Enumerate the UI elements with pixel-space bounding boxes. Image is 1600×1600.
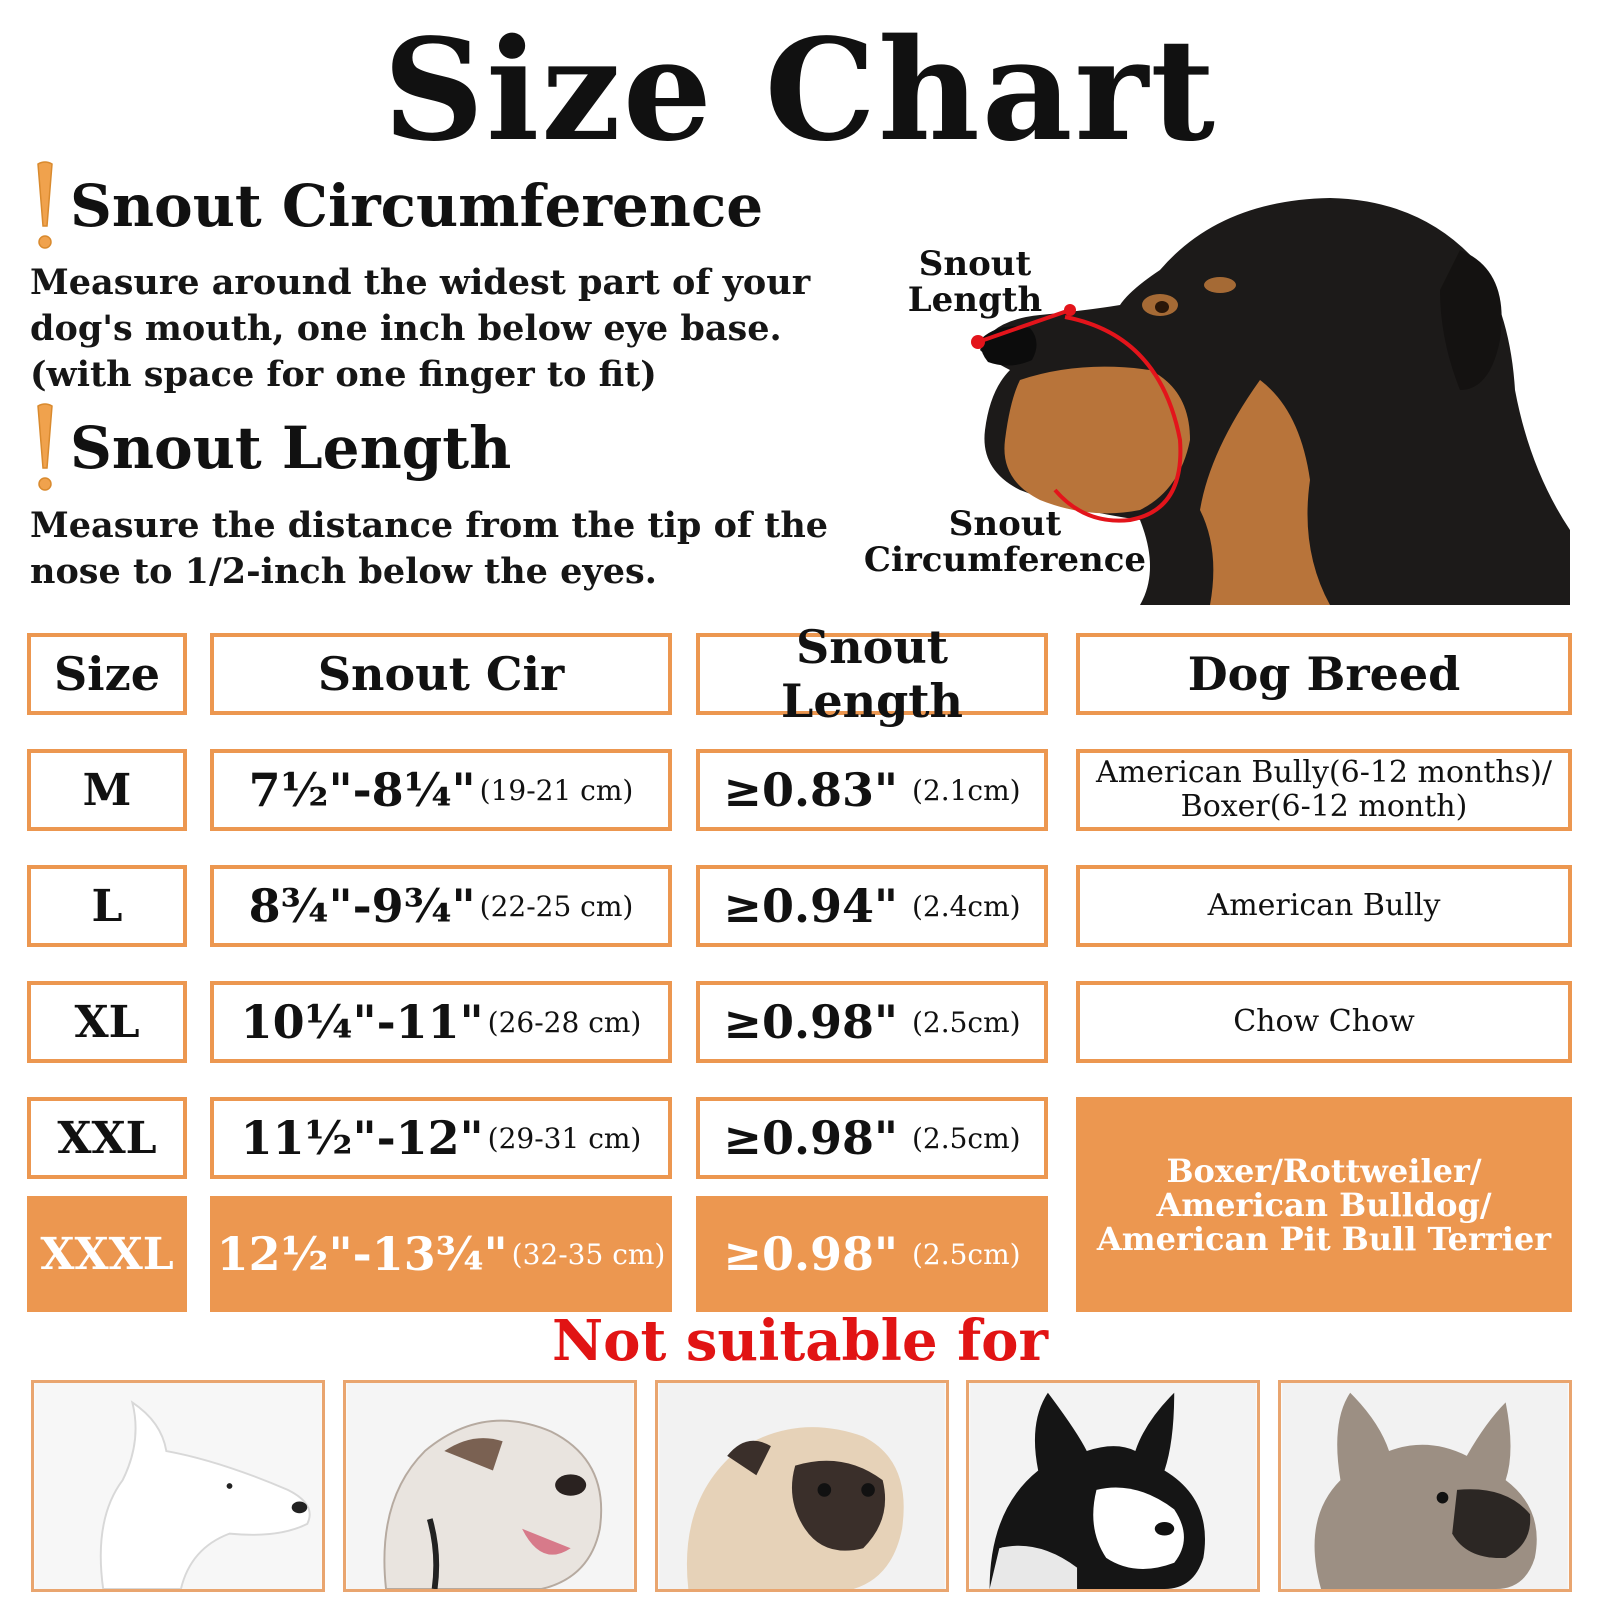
cir-cm: (22-25 cm): [479, 889, 634, 923]
size-cell-xl: XL: [27, 981, 187, 1063]
section-title: Snout Length: [70, 414, 512, 482]
english-bulldog-photo: [343, 1380, 637, 1592]
text-line: (with space for one finger to fit): [30, 354, 657, 395]
len-cm: (2.5cm): [911, 1237, 1021, 1271]
bull-terrier-image: [34, 1383, 322, 1589]
cir-inches: 11½"-12": [240, 1111, 484, 1165]
breed-line: American Bully(6-12 months)/: [1096, 755, 1552, 790]
section-description-length: [30, 503, 828, 595]
snout-length-cell-m: [696, 749, 1048, 831]
pug-image: [658, 1383, 946, 1589]
snout-length-cell-xxxl: [696, 1196, 1048, 1312]
breed-line: Boxer/Rottweiler/: [1166, 1151, 1482, 1190]
breed-cell-xl: Chow Chow: [1076, 981, 1572, 1063]
bull-terrier-photo: [31, 1380, 325, 1592]
boston-terrier-photo: [966, 1380, 1260, 1592]
cir-inches: 8¾"-9¾": [248, 879, 476, 933]
header-snout-cir: Snout Cir: [210, 633, 672, 715]
breed-cell-l: American Bully: [1076, 865, 1572, 947]
section-heading-length: [30, 402, 511, 494]
boston-terrier-image: [969, 1383, 1257, 1589]
label-line: Circumference: [863, 540, 1147, 580]
snout-length-cell-xl: [696, 981, 1048, 1063]
text-line: nose to 1/2-inch below the eyes.: [30, 551, 657, 592]
exclamation-icon: [30, 402, 60, 494]
snout-length-label: [895, 246, 1055, 318]
cir-inches: 7½"-8¼": [248, 763, 476, 817]
size-cell-xxxl: XXXL: [27, 1196, 187, 1312]
text-line: Measure around the widest part of your: [30, 262, 811, 303]
len-cm: (2.5cm): [911, 1121, 1021, 1155]
snout-cir-cell-xl: [210, 981, 672, 1063]
snout-cir-cell-xxl: [210, 1097, 672, 1179]
breed-line: American Bulldog/: [1156, 1185, 1492, 1224]
section-title: Snout Circumference: [70, 172, 764, 240]
french-bulldog-photo: [1278, 1380, 1572, 1592]
size-cell-m: M: [27, 749, 187, 831]
len-inches: ≥0.94": [723, 879, 898, 933]
header-size: Size: [27, 633, 187, 715]
len-inches: ≥0.98": [723, 1227, 898, 1281]
exclamation-icon: [30, 160, 60, 252]
cir-inches: 10¼"-11": [240, 995, 484, 1049]
text-line: Measure the distance from the tip of the: [30, 505, 829, 546]
label-line: Snout: [948, 504, 1062, 544]
breed-cell-m: [1076, 749, 1572, 831]
cir-cm: (32-35 cm): [511, 1237, 666, 1271]
cir-cm: (29-31 cm): [487, 1121, 642, 1155]
page-title: Size Chart: [383, 9, 1217, 173]
snout-circumference-label: [860, 506, 1150, 578]
len-inches: ≥0.98": [723, 1111, 898, 1165]
header-dog-breed: Dog Breed: [1076, 633, 1572, 715]
cir-cm: (19-21 cm): [479, 773, 634, 807]
cir-inches: 12½"-13¾": [216, 1227, 508, 1281]
section-heading-circumference: [30, 160, 763, 252]
cir-cm: (26-28 cm): [487, 1005, 642, 1039]
snout-length-cell-l: [696, 865, 1048, 947]
snout-cir-cell-m: [210, 749, 672, 831]
len-cm: (2.1cm): [911, 773, 1021, 807]
pug-photo: [655, 1380, 949, 1592]
len-cm: (2.5cm): [911, 1005, 1021, 1039]
french-bulldog-image: [1281, 1383, 1569, 1589]
breed-line: Boxer(6-12 month): [1180, 789, 1468, 824]
header-snout-length: Snout Length: [696, 633, 1048, 715]
size-cell-l: L: [27, 865, 187, 947]
snout-cir-cell-l: [210, 865, 672, 947]
section-description-circumference: [30, 260, 810, 398]
len-inches: ≥0.98": [723, 995, 898, 1049]
len-cm: (2.4cm): [911, 889, 1021, 923]
label-line: Length: [907, 280, 1043, 320]
size-cell-xxl: XXL: [27, 1097, 187, 1179]
english-bulldog-image: [346, 1383, 634, 1589]
breed-line: American Pit Bull Terrier: [1096, 1219, 1552, 1258]
snout-cir-cell-xxxl: [210, 1196, 672, 1312]
not-suitable-heading: Not suitable for: [551, 1308, 1049, 1374]
snout-length-cell-xxl: [696, 1097, 1048, 1179]
len-inches: ≥0.83": [723, 763, 898, 817]
text-line: dog's mouth, one inch below eye base.: [30, 308, 782, 349]
breed-cell-xxl-xxxl: [1076, 1097, 1572, 1312]
label-line: Snout: [918, 244, 1032, 284]
